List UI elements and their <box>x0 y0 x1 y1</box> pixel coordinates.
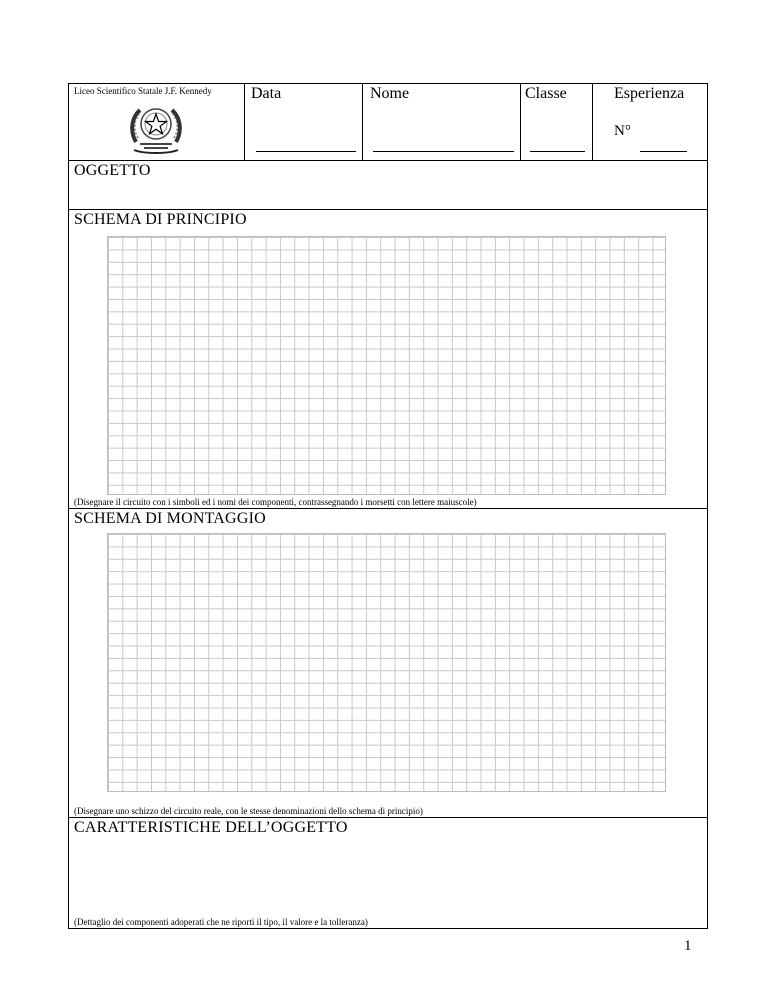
schema-montaggio-note: (Disegnare uno schizzo del circuito reale, con le stesse denominazioni dello schema di principio) <box>74 806 423 816</box>
header-divider <box>362 83 363 160</box>
section-divider <box>68 209 708 210</box>
school-name: Liceo Scientifico Statale J.F. Kennedy <box>74 86 212 96</box>
section-divider <box>68 160 708 161</box>
caratteristiche-heading: CARATTERISTICHE DELL’OGGETTO <box>74 819 348 836</box>
header-divider <box>592 83 593 160</box>
schema-montaggio-heading: SCHEMA DI MONTAGGIO <box>74 510 266 527</box>
data-label: Data <box>251 85 282 102</box>
section-divider <box>68 817 708 818</box>
esperienza-number-field[interactable] <box>640 151 687 152</box>
caratteristiche-note: (Dettaglio dei componenti adoperati che ne riporti il tipo, il valore e la tolleranza) <box>74 917 368 927</box>
section-divider <box>68 508 708 509</box>
nome-label: Nome <box>370 85 410 102</box>
schema-principio-heading: SCHEMA DI PRINCIPIO <box>74 211 247 228</box>
republic-emblem-icon <box>128 102 184 156</box>
page-number: 1 <box>684 938 692 954</box>
schema-principio-grid[interactable] <box>107 236 666 495</box>
nome-field[interactable] <box>373 151 514 152</box>
esperienza-label: Esperienza <box>614 85 685 102</box>
classe-field[interactable] <box>530 151 585 152</box>
oggetto-heading: OGGETTO <box>74 162 151 179</box>
data-field[interactable] <box>256 151 356 152</box>
numero-label: N° <box>614 123 631 139</box>
header-divider <box>244 83 245 160</box>
schema-principio-note: (Disegnare il circuito con i simboli ed i nomi dei componenti, contrassegnando i morsetti con lettere maiuscole) <box>74 497 477 507</box>
schema-montaggio-grid[interactable] <box>107 533 666 792</box>
header-divider <box>520 83 521 160</box>
classe-label: Classe <box>525 85 567 102</box>
